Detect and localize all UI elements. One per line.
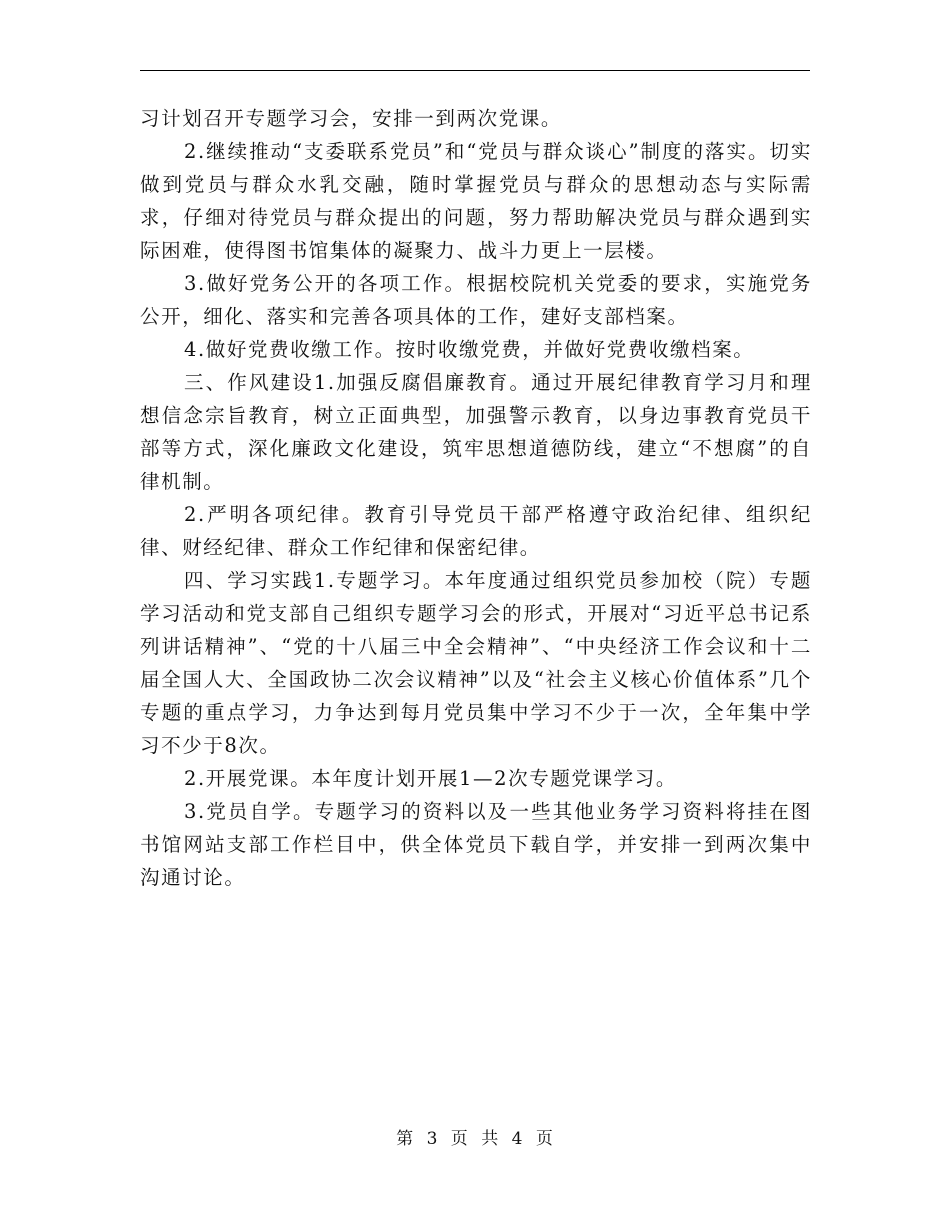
paragraph-section-4: 四、学习实践1.专题学习。本年度通过组织党员参加校（院）专题学习活动和党支部自己组织专题学习会的形式，开展对“习近平总书记系列讲话精神”、“党的十八届三中全会精神”、“中央经济工作会议和十二届全国人大、全国政协二次会议精神”以及“社会主义核心价值体系”几个专题的重点学习，力争达到每月党员集中学习不少于一次，全年集中学习不少于8次。 bbox=[140, 569, 812, 757]
paragraph-item-3: 3.做好党务公开的各项工作。根据校院机关党委的要求，实施党务公开，细化、落实和完善各项具体的工作，建好支部档案。 bbox=[140, 272, 812, 328]
paragraph-section-4-item-2: 2.开展党课。本年度计划开展1—2次专题党课学习。 bbox=[184, 767, 677, 790]
paragraph-section-3: 三、作风建设1.加强反腐倡廉教育。通过开展纪律教育学习月和理想信念宗旨教育，树立正面典型，加强警示教育，以身边事教育党员干部等方式，深化廉政文化建设，筑牢思想道德防线，建立“不想腐”的自律机制。 bbox=[140, 371, 812, 493]
paragraph-item-4: 4.做好党费收缴工作。按时收缴党费，并做好党费收缴档案。 bbox=[184, 338, 755, 361]
header-rule bbox=[140, 70, 810, 71]
document-body bbox=[140, 102, 812, 894]
paragraph-item-2: 2.继续推动“支委联系党员”和“党员与群众谈心”制度的落实。切实做到党员与群众水乳交融，随时掌握党员与群众的思想动态与实际需求，仔细对待党员与群众提出的问题，努力帮助解决党员与群众遇到实际困难，使得图书馆集体的凝聚力、战斗力更上一层楼。 bbox=[140, 140, 812, 262]
paragraph-section-4-item-3: 3.党员自学。专题学习的资料以及一些其他业务学习资料将挂在图书馆网站支部工作栏目中，供全体党员下载自学，并安排一到两次集中沟通讨论。 bbox=[140, 800, 812, 889]
paragraph-continuation: 习计划召开专题学习会，安排一到两次党课。 bbox=[140, 107, 563, 130]
page-number-footer: 第 3 页 共 4 页 bbox=[396, 1129, 554, 1149]
paragraph-section-3-item-2: 2.严明各项纪律。教育引导党员干部严格遵守政治纪律、组织纪律、财经纪律、群众工作纪律和保密纪律。 bbox=[140, 503, 812, 559]
